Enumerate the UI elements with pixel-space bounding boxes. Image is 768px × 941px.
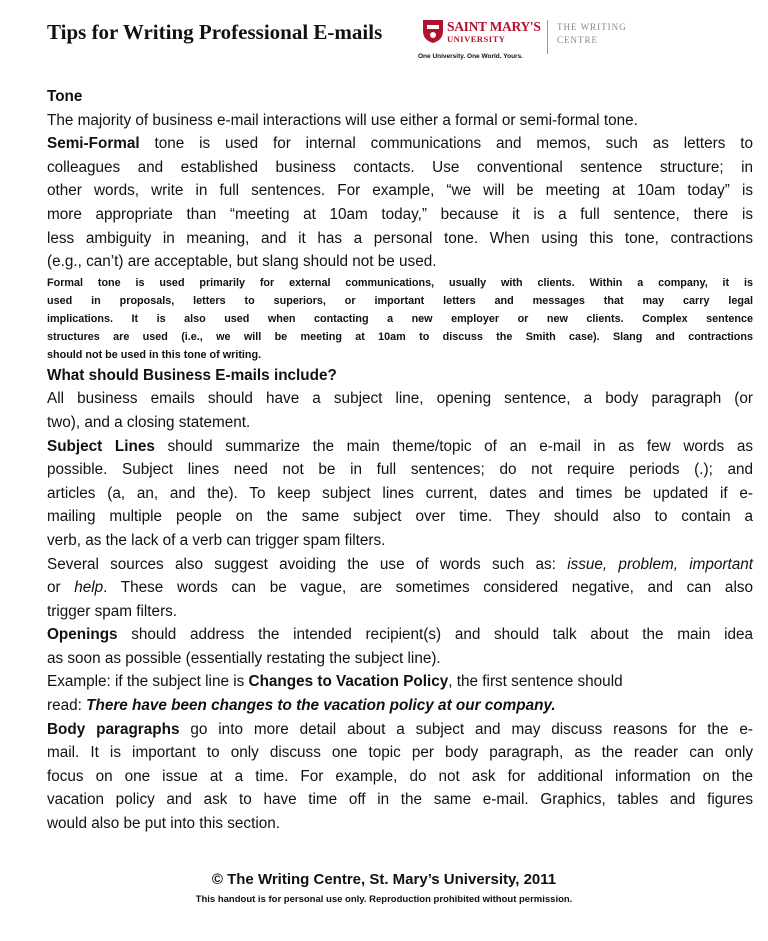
text-span: go into more detail about a subject and may discuss reasons for the e- xyxy=(179,720,754,738)
logo-name-line2: UNIVERSITY xyxy=(447,34,506,44)
text-span: . These words can be vague, are sometimes considered negative, and can also xyxy=(103,579,753,597)
tone-intro: The majority of business e-mail interactions will use either a formal or semi-formal tone. xyxy=(47,111,638,129)
term-body-paragraphs: Body paragraphs xyxy=(47,720,180,738)
term-subject-lines: Subject Lines xyxy=(47,437,155,455)
text-span: should summarize the main theme/topic of an e-mail in as few words as xyxy=(154,437,753,455)
text-span: Example: if the subject line is xyxy=(47,673,249,691)
paragraph-line xyxy=(47,553,753,577)
text-span: tone is used for internal communications and memos, such as letters to xyxy=(139,135,753,153)
paragraph-line: mailing multiple people on the same subject over time. They should also to contain a xyxy=(47,508,753,526)
paragraph-line xyxy=(47,623,753,647)
usage-notice: This handout is for personal use only. Reproduction prohibited without permission. xyxy=(195,894,573,905)
section-heading-include: What should Business E-mails include? xyxy=(47,366,337,384)
text-span: should address the intended recipient(s) and should talk about the main idea xyxy=(117,626,753,644)
paragraph-line xyxy=(47,132,753,156)
formal-line: used in proposals, letters to superiors, or important letters and messages that may carry legal xyxy=(47,294,753,307)
formal-line: should not be used in this tone of writing. xyxy=(47,348,262,361)
paragraph-line: verb, as the lack of a verb can trigger spam filters. xyxy=(47,531,386,549)
document-title: Tips for Writing Professional E-mails xyxy=(47,20,383,44)
paragraph-line: two), and a closing statement. xyxy=(47,413,251,431)
text-span: , the first sentence should xyxy=(448,673,623,691)
term-semi-formal: Semi-Formal xyxy=(47,135,140,153)
text-span: Several sources also suggest avoiding the use of words such as: xyxy=(47,555,568,573)
paragraph-line: mail. It is important to only discuss one topic per body paragraph, as the reader can only xyxy=(47,744,753,762)
paragraph-line: articles (a, an, and the). To keep subject lines current, dates and times be updated if e- xyxy=(47,484,753,502)
copyright-line xyxy=(0,871,768,888)
paragraph-line: other words, write in full sentences. For example, “we will be meeting at 10am today” is xyxy=(47,182,753,200)
paragraph-line xyxy=(47,694,753,718)
section-heading-tone: Tone xyxy=(47,88,83,105)
example-word-help: help xyxy=(74,579,104,597)
term-openings: Openings xyxy=(47,626,118,644)
formal-line: implications. It is also used when contacting a new employer or new clients. Complex sentence xyxy=(47,312,753,325)
paragraph-line: All business emails should have a subject line, opening sentence, a body paragraph (or xyxy=(47,390,753,408)
text-span: or xyxy=(47,579,75,597)
document-body xyxy=(47,85,753,836)
formal-line: Formal tone is used primarily for external communications, usually with clients. Within a company, it is xyxy=(47,276,753,289)
paragraph-line: more appropriate than “meeting at 10am today,” because it is a full sentence, there is xyxy=(47,205,753,223)
paragraph-line: colleagues and established business contacts. Use conventional sentence structure; in xyxy=(47,158,753,176)
logo-tagline: One University. One World. Yours. xyxy=(418,53,523,60)
paragraph-line xyxy=(47,576,753,600)
university-logo xyxy=(418,16,662,64)
centre-line-2: CENTRE xyxy=(557,35,598,45)
paragraph-line: (e.g., can’t) are acceptable, but slang should not be used. xyxy=(47,253,437,271)
crest-icon xyxy=(422,18,444,44)
paragraph-line: trigger spam filters. xyxy=(47,602,178,620)
paragraph-line: less ambiguity in meaning, and it has a personal tone. When using this tone, contractions xyxy=(47,229,753,247)
text-span: read: xyxy=(47,697,87,715)
copyright-text: The Writing Centre, St. Mary’s University, 2011 xyxy=(227,871,557,888)
paragraph-line: vacation policy and ask to have time off in the same e-mail. Graphics, tables and figures xyxy=(47,791,753,809)
copyright-symbol: © xyxy=(211,871,223,888)
paragraph-line: would also be put into this section. xyxy=(47,815,280,833)
example-sentence: There have been changes to the vacation policy at our company. xyxy=(86,697,556,715)
example-subject: Changes to Vacation Policy xyxy=(248,673,449,691)
writing-centre-label xyxy=(557,21,627,47)
logo-divider xyxy=(547,20,548,54)
paragraph-line xyxy=(47,435,753,459)
example-words: issue, problem, important xyxy=(567,555,753,573)
centre-line-1: THE WRITING xyxy=(557,22,627,32)
formal-line: structures are used (i.e., we will be meeting at 10am to discuss the Smith case). Slang and contractions xyxy=(47,330,753,343)
paragraph-line: as soon as possible (essentially restating the subject line). xyxy=(47,649,441,667)
paragraph-line: focus on one issue at a time. For example, do not ask for additional information on the xyxy=(47,767,753,785)
paragraph-line xyxy=(47,670,753,694)
paragraph-line: possible. Subject lines need not be in full sentences; do not require periods (.); and xyxy=(47,461,753,479)
logo-name: SAINT MARY'S xyxy=(447,19,541,34)
paragraph-line xyxy=(47,718,753,742)
